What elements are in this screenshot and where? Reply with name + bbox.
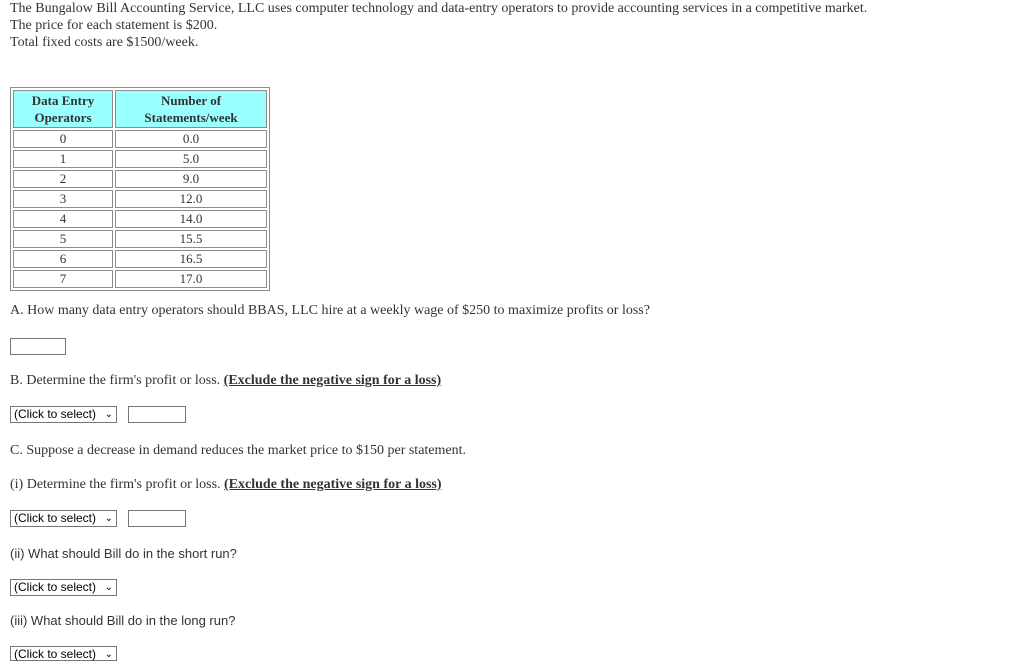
question-c: C. Suppose a decrease in demand reduces the market price to $150 per statement. [10, 443, 467, 458]
answer-b-input[interactable] [128, 406, 186, 423]
select-label: (Click to select) [14, 407, 97, 421]
question-b-note: (Exclude the negative sign for a loss) [223, 373, 442, 388]
operators-cell: 2 [13, 170, 113, 188]
table-row [13, 210, 267, 228]
answer-c-i-input[interactable] [128, 510, 186, 527]
intro-line-2: The price for each statement is $200. [10, 18, 218, 33]
operators-cell: 3 [13, 190, 113, 208]
problem-intro [10, 0, 910, 51]
chevron-down-icon: ⌄ [104, 513, 113, 524]
question-c-i-note: (Exclude the negative sign for a loss) [224, 477, 442, 492]
select-label: (Click to select) [14, 580, 97, 594]
operators-cell: 1 [13, 150, 113, 168]
question-c-iii: (iii) What should Bill do in the long run? [10, 613, 236, 628]
statements-cell: 12.0 [115, 190, 267, 208]
chevron-down-icon: ⌄ [104, 582, 113, 593]
answer-b-select[interactable] [10, 406, 117, 423]
statements-cell: 0.0 [115, 130, 267, 148]
table-row [13, 250, 267, 268]
question-b-text: B. Determine the firm's profit or loss. [10, 373, 221, 388]
statements-cell: 14.0 [115, 210, 267, 228]
table-row [13, 150, 267, 168]
table-row [13, 230, 267, 248]
operators-cell: 4 [13, 210, 113, 228]
statements-cell: 16.5 [115, 250, 267, 268]
operators-cell: 6 [13, 250, 113, 268]
chevron-down-icon: ⌄ [104, 409, 113, 420]
operators-cell: 5 [13, 230, 113, 248]
chevron-down-icon: ⌄ [104, 649, 113, 660]
question-c-i-text: (i) Determine the firm's profit or loss. [10, 477, 221, 492]
table-row [13, 270, 267, 288]
statements-cell: 17.0 [115, 270, 267, 288]
table-row [13, 130, 267, 148]
answer-a-input[interactable] [10, 338, 66, 355]
question-c-i [10, 477, 442, 493]
answer-c-ii-select[interactable] [10, 579, 117, 596]
table-row [13, 190, 267, 208]
question-b [10, 373, 441, 389]
statements-cell: 15.5 [115, 230, 267, 248]
operators-cell: 0 [13, 130, 113, 148]
table-row [13, 170, 267, 188]
table-header-row [13, 90, 267, 128]
answer-c-iii-select[interactable] [10, 646, 117, 661]
header-statements: Number of Statements/week [115, 90, 267, 128]
question-c-ii: (ii) What should Bill do in the short run? [10, 546, 237, 561]
header-operators: Data Entry Operators [13, 90, 113, 128]
select-label: (Click to select) [14, 511, 97, 525]
production-table [10, 87, 270, 291]
statements-cell: 5.0 [115, 150, 267, 168]
statements-cell: 9.0 [115, 170, 267, 188]
intro-line-3: Total fixed costs are $1500/week. [10, 35, 199, 50]
operators-cell: 7 [13, 270, 113, 288]
answer-c-i-select[interactable] [10, 510, 117, 527]
select-label: (Click to select) [14, 647, 97, 661]
intro-line-1: The Bungalow Bill Accounting Service, LLC uses computer technology and data-entry operators to provide accounting services in a competitive market. [10, 1, 868, 16]
question-a: A. How many data entry operators should BBAS, LLC hire at a weekly wage of $250 to maximize profits or loss? [10, 303, 650, 318]
